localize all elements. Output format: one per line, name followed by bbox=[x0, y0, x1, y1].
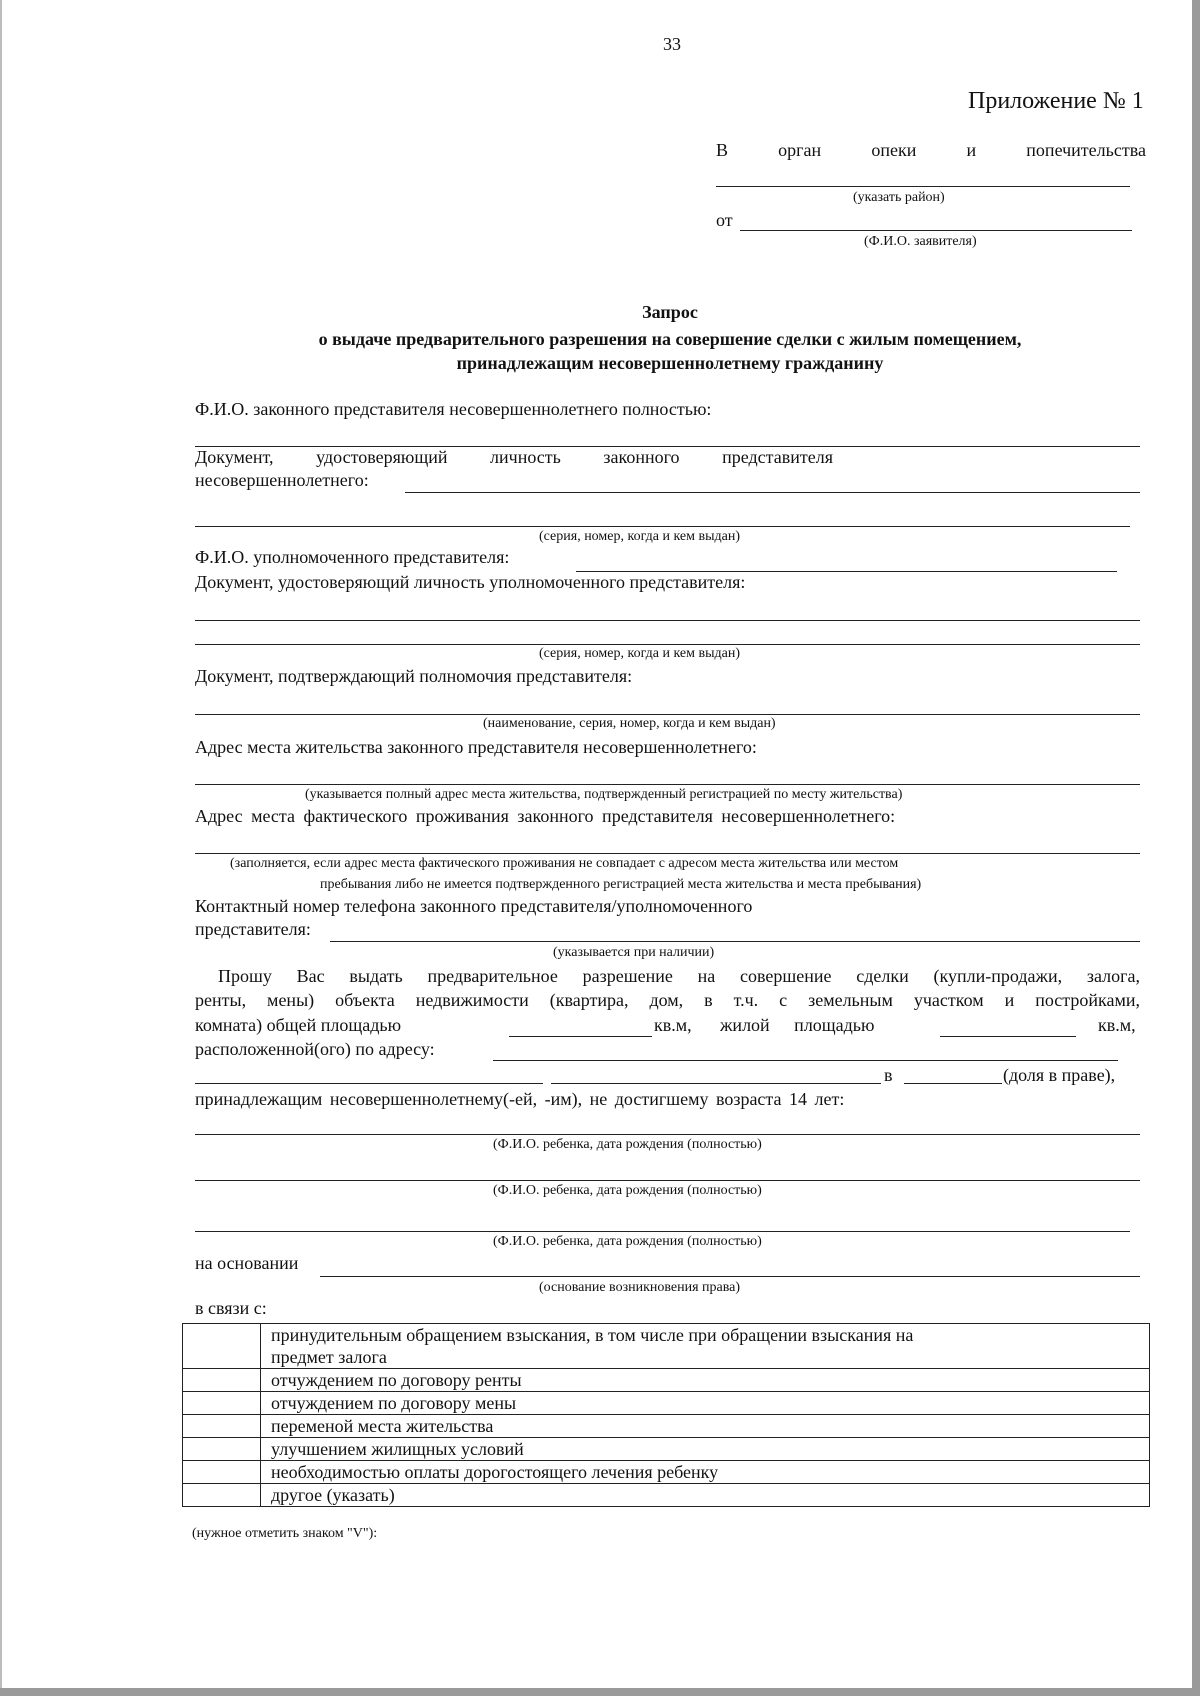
page-shadow-right bbox=[1192, 0, 1200, 1696]
applicant-hint: (Ф.И.О. заявителя) bbox=[864, 234, 977, 249]
addressee-word: опеки bbox=[871, 140, 917, 160]
phone-label-2: представителя: bbox=[195, 919, 311, 939]
reason-text-line: принудительным обращением взыскания, в том числе при обращении взыскания на bbox=[271, 1325, 914, 1345]
child-hint-3: (Ф.И.О. ребенка, дата рождения (полностью) bbox=[493, 1234, 762, 1249]
phone-label: Контактный номер телефона законного представителя/уполномоченного bbox=[195, 896, 753, 916]
living-area-field[interactable] bbox=[940, 1036, 1076, 1037]
share-label: (доля в праве), bbox=[1003, 1065, 1116, 1085]
total-area-label: комната) общей площадью bbox=[195, 1015, 402, 1035]
legal-rep-fio-label: Ф.И.О. законного представителя несовершеннолетнего полностью: bbox=[195, 399, 712, 419]
share-in-label: в bbox=[884, 1065, 893, 1085]
addressee-word: попечительства bbox=[1026, 140, 1146, 160]
addressee-word: и bbox=[966, 140, 977, 160]
living-area-label: жилой площадью bbox=[720, 1015, 875, 1035]
reason-row bbox=[183, 1369, 1150, 1392]
reason-checkbox[interactable] bbox=[183, 1392, 261, 1415]
reason-text bbox=[261, 1324, 1150, 1369]
reason-row bbox=[183, 1461, 1150, 1484]
reason-checkbox[interactable] bbox=[183, 1484, 261, 1507]
reason-text: необходимостью оплаты дорогостоящего лечения ребенку bbox=[261, 1461, 1150, 1484]
reason-text: другое (указать) bbox=[261, 1484, 1150, 1507]
residence-address-label: Адрес места жительства законного представителя несовершеннолетнего: bbox=[195, 737, 757, 757]
reason-checkbox[interactable] bbox=[183, 1461, 261, 1484]
applicant-field-line[interactable] bbox=[740, 230, 1132, 231]
owner-label: принадлежащим несовершеннолетнему(-ей, -им), не достигшему возраста 14 лет: bbox=[195, 1089, 845, 1109]
reason-row bbox=[183, 1484, 1150, 1507]
doc-hint-2: (серия, номер, когда и кем выдан) bbox=[539, 646, 740, 661]
reason-text-line: предмет залога bbox=[271, 1347, 387, 1367]
basis-field[interactable] bbox=[320, 1276, 1140, 1277]
child-2-line[interactable] bbox=[195, 1180, 1140, 1181]
page-number: 33 bbox=[663, 34, 681, 54]
legal-rep-doc-label-2: несовершеннолетнего: bbox=[195, 470, 369, 490]
child-hint-2: (Ф.И.О. ребенка, дата рождения (полностью) bbox=[493, 1183, 762, 1198]
phone-hint: (указывается при наличии) bbox=[553, 945, 715, 960]
residence-hint: (указывается полный адрес места жительства, подтвержденный регистрацией по месту жительства) bbox=[305, 787, 903, 802]
actual-address-label: Адрес места фактического проживания законного представителя несовершеннолетнего: bbox=[195, 806, 896, 826]
document-subtitle: о выдаче предварительного разрешения на совершение сделки с жилым помещением, bbox=[318, 329, 1022, 349]
footnote: (нужное отметить знаком "V"): bbox=[192, 1526, 378, 1541]
address-label: расположенной(ого) по адресу: bbox=[195, 1039, 435, 1059]
reason-row bbox=[183, 1415, 1150, 1438]
auth-rep-doc-label: Документ, удостоверяющий личность уполномоченного представителя: bbox=[195, 572, 746, 592]
authority-doc-label: Документ, подтверждающий полномочия представителя: bbox=[195, 666, 633, 686]
reason-text: улучшением жилищных условий bbox=[261, 1438, 1150, 1461]
residence-address-line[interactable] bbox=[195, 784, 1140, 785]
legal-rep-doc-line-2[interactable] bbox=[195, 526, 1130, 527]
document-subtitle-2: принадлежащим несовершеннолетнему гражданину bbox=[456, 353, 884, 373]
authority-doc-line[interactable] bbox=[195, 714, 1140, 715]
addressee-line bbox=[716, 140, 1146, 161]
share-field[interactable] bbox=[904, 1083, 1002, 1084]
total-area-unit: кв.м, bbox=[654, 1015, 692, 1035]
address-field[interactable] bbox=[493, 1060, 1118, 1061]
document-title: Запрос bbox=[642, 302, 698, 322]
district-field-line[interactable] bbox=[716, 186, 1130, 187]
request-line-2: ренты, мены) объекта недвижимости (квартира, дом, в т.ч. с земельным участком и постройками, bbox=[195, 990, 1140, 1010]
legal-rep-doc-label: Документ, удостоверяющий личность законного представителя bbox=[195, 447, 833, 467]
request-line-1: Прошу Вас выдать предварительное разрешение на совершение сделки (купли-продажи, залога, bbox=[218, 966, 1140, 986]
addressee-word: орган bbox=[778, 140, 822, 160]
actual-hint-2: пребывания либо не имеется подтвержденного регистрацией места жительства и места пребывания) bbox=[320, 877, 922, 892]
page-edge bbox=[0, 0, 2, 1696]
reason-text: отчуждением по договору мены bbox=[261, 1392, 1150, 1415]
basis-hint: (основание возникновения права) bbox=[539, 1280, 741, 1295]
child-hint-1: (Ф.И.О. ребенка, дата рождения (полностью) bbox=[493, 1137, 762, 1152]
actual-hint-1: (заполняется, если адрес места фактического проживания не совпадает с адресом места жительства или местом bbox=[230, 856, 899, 871]
reasons-table bbox=[182, 1323, 1150, 1507]
address-field-3[interactable] bbox=[551, 1083, 881, 1084]
appendix-title: Приложение № 1 bbox=[968, 88, 1144, 114]
authority-doc-hint: (наименование, серия, номер, когда и кем выдан) bbox=[483, 716, 776, 731]
page-shadow-bottom bbox=[0, 1688, 1200, 1696]
district-hint: (указать район) bbox=[853, 190, 945, 205]
actual-address-line[interactable] bbox=[195, 853, 1140, 854]
basis-label: на основании bbox=[195, 1253, 299, 1273]
auth-rep-fio-label: Ф.И.О. уполномоченного представителя: bbox=[195, 547, 510, 567]
reason-text: отчуждением по договору ренты bbox=[261, 1369, 1150, 1392]
child-3-line[interactable] bbox=[195, 1231, 1130, 1232]
total-area-field[interactable] bbox=[509, 1036, 652, 1037]
reason-checkbox[interactable] bbox=[183, 1438, 261, 1461]
addressee-word: В bbox=[716, 140, 729, 160]
doc-hint-1: (серия, номер, когда и кем выдан) bbox=[539, 529, 740, 544]
reason-text: переменой места жительства bbox=[261, 1415, 1150, 1438]
auth-rep-doc-line[interactable] bbox=[195, 620, 1140, 621]
reason-checkbox[interactable] bbox=[183, 1324, 261, 1369]
legal-rep-doc-line[interactable] bbox=[405, 492, 1140, 493]
reason-row bbox=[183, 1392, 1150, 1415]
living-area-unit: кв.м, bbox=[1098, 1015, 1136, 1035]
due-to-label: в связи с: bbox=[195, 1298, 267, 1318]
child-1-line[interactable] bbox=[195, 1134, 1140, 1135]
from-label: от bbox=[716, 210, 733, 230]
reason-checkbox[interactable] bbox=[183, 1369, 261, 1392]
address-field-2[interactable] bbox=[195, 1083, 543, 1084]
auth-rep-doc-line-2[interactable] bbox=[195, 644, 1140, 645]
reason-row bbox=[183, 1438, 1150, 1461]
reason-checkbox[interactable] bbox=[183, 1415, 261, 1438]
phone-line[interactable] bbox=[330, 941, 1140, 942]
reason-row bbox=[183, 1324, 1150, 1369]
